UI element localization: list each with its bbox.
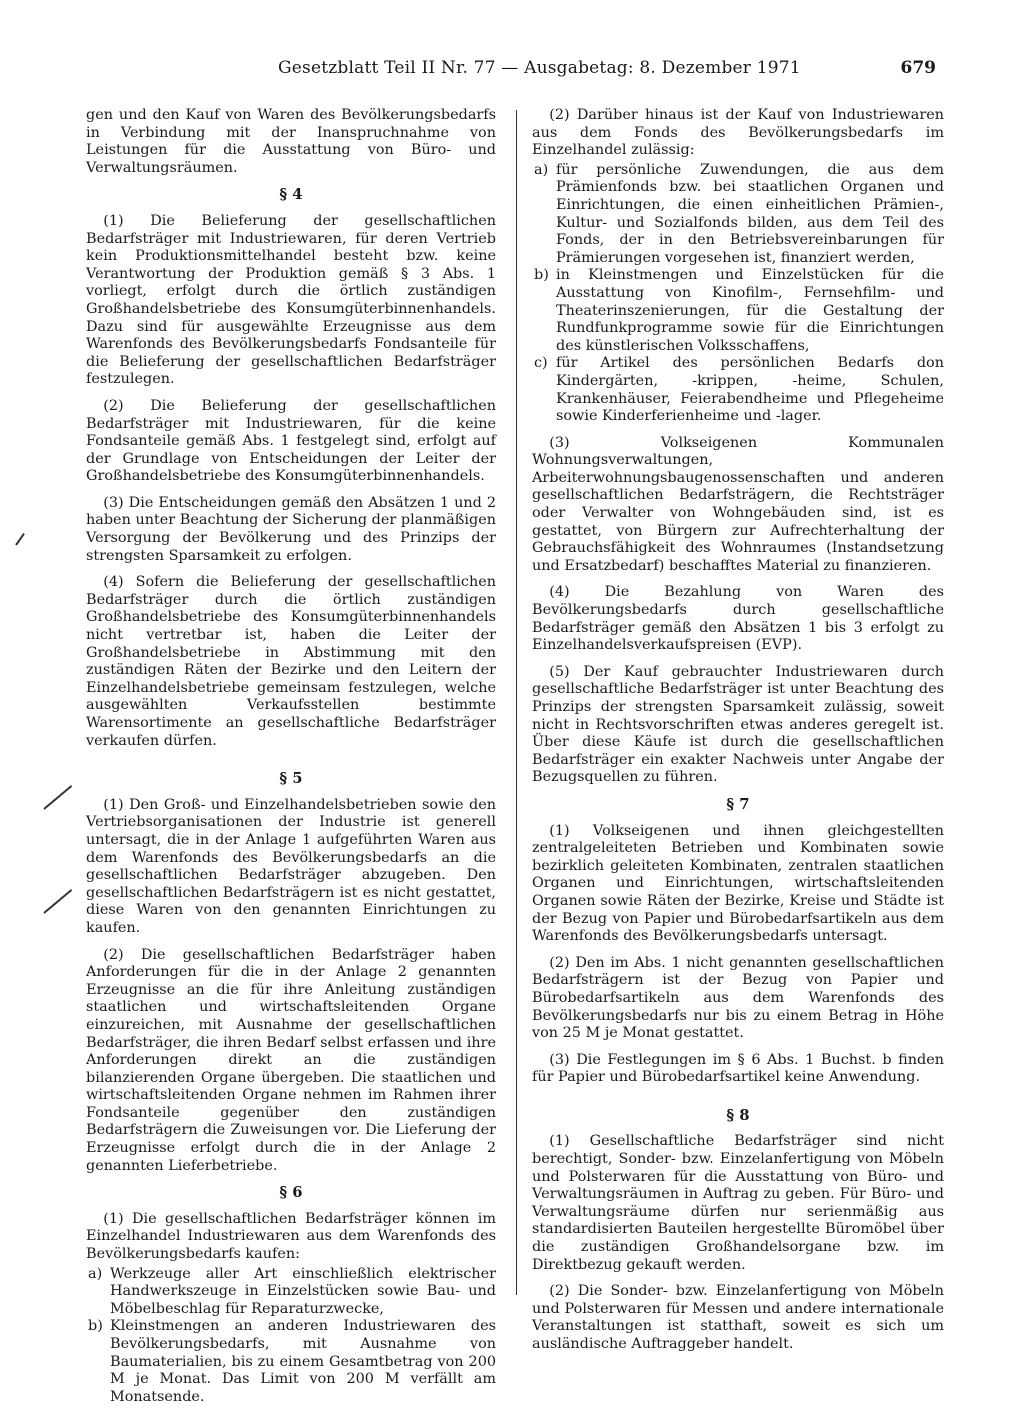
list-item-text: für persönliche Zuwendungen, die aus dem Prämienfonds bzw. bei staatlichen Organen und Einrichtungen, die einen einheitlichen Prämien-, Kultur- und Sozialfonds bilden, aus dem Teil des Fonds, der in den Betriebsvereinbarungen für Prämierungen vorgesehen ist, finanziert werden, (556, 161, 944, 266)
list-item-text: Werkzeuge aller Art einschließlich elektrischer Handwerkszeuge in Einzelstücken sowie Bau- und Möbelbeschlag für Reparaturzwecke, (110, 1265, 496, 1317)
list-marker: b) (88, 1318, 103, 1335)
paragraph: (1) Die gesellschaftlichen Bedarfsträger können im Einzelhandel Industriewaren aus dem Warenfonds des Bevölkerungsbedarfs kaufen: (86, 1210, 496, 1263)
paragraph: (1) Volkseigenen und ihnen gleichgestellten zentralgeleiteten Betrieben und Kombinaten sowie bezirklich geleiteten Kombinaten, zentralen staatlichen Organen und Einrichtungen, wirtschaftsleitenden Organen sowie Räten der Bezirke, Kreise und Städte ist der Bezug von Papier und Bürobedarfsartikeln aus dem Warenfonds des Bevölkerungsbedarfs untersagt. (532, 822, 944, 945)
paragraph: (2) Den im Abs. 1 nicht genannten gesellschaftlichen Bedarfsträgern ist der Bezug von Papier und Bürobedarfsartikeln aus dem Warenfonds des Bevölkerungsbedarfs nur bis zu einem Betrag in Höhe von 25 M je Monat gestattet. (532, 954, 944, 1042)
list (532, 162, 944, 426)
margin-pencil-mark (15, 533, 25, 546)
list (86, 1266, 496, 1407)
page-number: 679 (900, 58, 936, 78)
section-heading-7: § 7 (726, 795, 750, 813)
margin-pencil-mark (43, 889, 72, 914)
paragraph: (1) Die Belieferung der gesellschaftlichen Bedarfsträger mit Industriewaren, für deren Vertrieb kein Produktionsmittelhandel besteht bzw. keine Verantwortung der Produktion gemäß § 3 Abs. 1 vorliegt, erfolgt durch die örtlich zuständigen Großhandelsbetriebe des Konsumgüterbinnenhandels. Dazu sind für ausgewählte Erzeugnisse aus dem Warenfonds des Bevölkerungsbedarfs Fondsanteile für die Belieferung der gesellschaftlichen Bedarfsträger festzulegen. (86, 212, 496, 388)
list-item-text: für Artikel des persönlichen Bedarfs don Kindergärten, -krippen, -heime, Schulen, Krankenhäuser, Feierabendheime und Pflegeheime sowie Kinderferienheime und -lager. (556, 355, 944, 425)
paragraph: (2) Die gesellschaftlichen Bedarfsträger haben Anforderungen für die in der Anlage 2 genannten Erzeugnisse an die für ihre Anleitung zuständigen staatlichen und wirtschaftsleitenden Organe einzureichen, mit Ausnahme der gesellschaftlichen Bedarfsträger, die ihren Bedarf selbst erfassen und ihre Anforderungen direkt an die zuständigen bilanzierenden Organe übergeben. Die staatlichen und wirtschaftsleitenden Organe nehmen im Rahmen ihrer Fondsanteile gegenüber den zuständigen Bedarfsträgern die Zuweisungen vor. Die Lieferung der Erzeugnisse erfolgt durch die in der Anlage 2 genannten Lieferbetriebe. (86, 946, 496, 1174)
paragraph: (2) Die Belieferung der gesellschaftlichen Bedarfsträger mit Industriewaren, für die keine Fondsanteile gemäß Abs. 1 festgelegt sind, erfolgt auf der Grundlage von Entscheidungen der Leiter der Großhandelsbetriebe des Konsumgüterbinnenhandels. (86, 397, 496, 485)
list-marker: c) (534, 355, 548, 372)
column-divider (516, 110, 517, 1295)
paragraph: (3) Volkseigenen Kommunalen Wohnungsverwaltungen, Arbeiterwohnungsbaugenossenschaften und anderen gesellschaftlichen Bedarfsträgern, die Rechtsträger oder Verwalter von Wohngebäuden sind, ist es gestattet, von Bürgern zur Aufrechterhaltung der Gebrauchsfähigkeit des Wohnraumes (Instandsetzung und Ersatzbedarf) beschafftes Material zu finanzieren. (532, 434, 944, 574)
list-item (532, 267, 944, 355)
section-heading-8: § 8 (726, 1106, 750, 1124)
list-item (86, 1318, 496, 1406)
paragraph: gen und den Kauf von Waren des Bevölkerungsbedarfs in Verbindung mit der Inanspruchnahme von Leistungen für die Ausstattung von Büro- und Verwaltungsräumen. (86, 107, 496, 176)
paragraph: (5) Der Kauf gebrauchter Industriewaren durch gesellschaftliche Bedarfsträger ist unter Beachtung des Prinzips der strengsten Sparsamkeit zulässig, soweit nicht in Rechtsvorschriften etwas anderes geregelt ist. Über diese Käufe ist durch die gesellschaftlichen Bedarfsträger ein exakter Nachweis unter Angabe der Bezugsquellen zu führen. (532, 663, 944, 786)
section-heading-6: § 6 (279, 1184, 303, 1202)
list-item (532, 162, 944, 268)
paragraph: (2) Darüber hinaus ist der Kauf von Industriewaren aus dem Fonds des Bevölkerungsbedarfs im Einzelhandel zulässig: (532, 107, 944, 159)
list-marker: a) (534, 161, 549, 178)
paragraph: (3) Die Festlegungen im § 6 Abs. 1 Buchst. b finden für Papier und Bürobedarfsartikel keine Anwendung. (532, 1051, 944, 1086)
right-column (532, 107, 944, 1363)
left-column (86, 107, 496, 1415)
gazette-title: Gesetzblatt Teil II Nr. 77 — Ausgabetag: 8. Dezember 1971 (278, 58, 801, 78)
list-item-text: in Kleinstmengen und Einzelstücken für die Ausstattung von Kinofilm-, Fernsehfilm- und Theaterinszenierungen, für die Gestaltung der Rundfunkprogramme sowie für die Einrichtungen des künstlerischen Volksschaffens, (556, 267, 944, 354)
page-header (0, 58, 1024, 84)
paragraph: (1) Den Groß- und Einzelhandelsbetrieben sowie den Vertriebsorganisationen der Industrie ist generell untersagt, die in der Anlage 1 aufgeführten Waren aus dem Warenfonds des Bevölkerungsbedarfs an die gesellschaftlichen Bedarfsträger abzugeben. Den gesellschaftlichen Bedarfsträgern ist es nicht gestattet, diese Waren von den genannten Einrichtungen zu kaufen. (86, 796, 496, 936)
paragraph: (4) Die Bezahlung von Waren des Bevölkerungsbedarfs durch gesellschaftliche Bedarfsträger gemäß den Absätzen 1 bis 3 erfolgt zu Einzelhandelsverkaufspreisen (EVP). (532, 584, 944, 654)
section-heading-4: § 4 (279, 186, 303, 204)
margin-pencil-mark (43, 785, 72, 810)
list-item (86, 1266, 496, 1319)
paragraph: (2) Die Sonder- bzw. Einzelanfertigung von Möbeln und Polsterwaren für Messen und andere internationale Veranstaltungen ist statthaft, soweit es sich um ausländische Auftraggeber handelt. (532, 1283, 944, 1352)
list-item-text: Kleinstmengen an anderen Industriewaren des Bevölkerungsbedarfs, mit Ausnahme von Baumaterialien, bis zu einem Gesamtbetrag von 200 M je Monat. Das Limit von 200 M verfällt am Monatsende. (110, 1318, 496, 1405)
section-heading-5: § 5 (279, 770, 303, 788)
paragraph: (3) Die Entscheidungen gemäß den Absätzen 1 und 2 haben unter Beachtung der Sicherung der planmäßigen Versorgung der Bevölkerung und des Prinzips der strengsten Sparsamkeit zu erfolgen. (86, 494, 496, 564)
list-marker: a) (88, 1265, 103, 1282)
list-marker: b) (534, 267, 549, 284)
paragraph: (4) Sofern die Belieferung der gesellschaftlichen Bedarfsträger durch die örtlich zuständigen Großhandelsbetriebe des Konsumgüterbinnenhandels nicht vertretbar ist, haben die Leiter der Großhandelsbetriebe in Abstimmung mit den zuständigen Räten der Bezirke und den Leitern der Einzelhandelsbetriebe gemeinsam festzulegen, welche ausgewählten Verkaufsstellen bestimmte Warensortimente an gesellschaftliche Bedarfsträger verkaufen dürfen. (86, 574, 496, 749)
list-item (532, 355, 944, 425)
paragraph: (1) Gesellschaftliche Bedarfsträger sind nicht berechtigt, Sonder- bzw. Einzelanfertigung von Möbeln und Polsterwaren für die Ausstattung von Büro- und Verwaltungsräumen in Auftrag zu geben. Für Büro- und Verwaltungsräume dürfen nur serienmäßig aus standardisierten Bauteilen hergestellte Büromöbel über die zuständigen Großhandelsorgane bzw. im Direktbezug gekauft werden. (532, 1133, 944, 1273)
